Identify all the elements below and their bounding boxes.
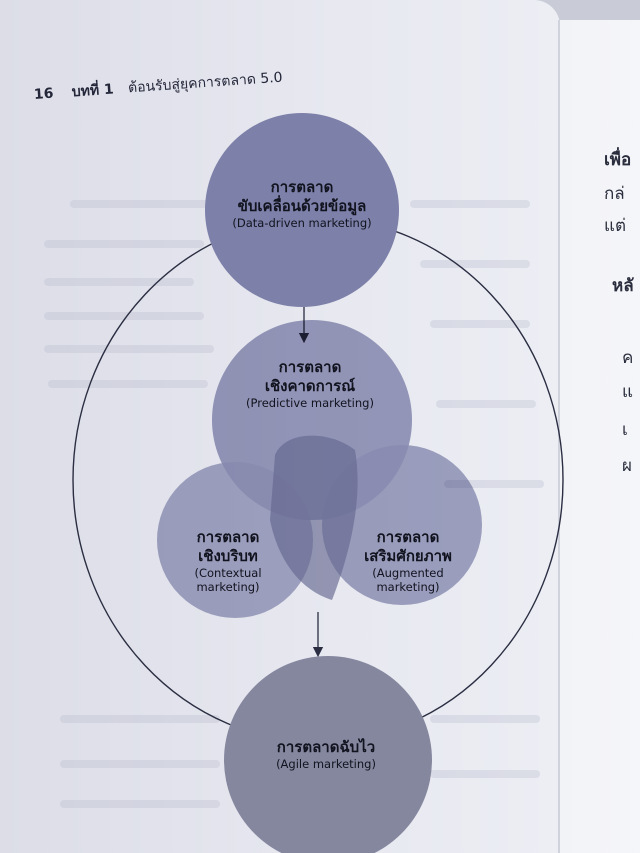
contextual-en1: (Contextual [194,565,262,580]
right-fragment: ค [622,348,634,368]
predictive-en: (Predictive marketing) [246,395,374,410]
augmented-th: การตลาด [376,528,440,546]
augmented-en1: (Augmented [372,565,444,580]
data-driven-th: การตลาด [270,178,334,196]
predictive-th: การตลาด [278,358,342,376]
label-predictive [246,358,374,410]
data-driven-th2: ขับเคลื่อนด้วยข้อมูล [237,196,367,215]
label-data-driven [232,178,371,230]
chapter-label: บทที่ 1 [71,81,115,101]
chapter-title: ต้อนรับสู่ยุคการตลาด 5.0 [127,69,284,97]
agile-th: การตลาดฉับไว [276,738,376,756]
right-fragment: หลั [612,276,634,296]
agile-en: (Agile marketing) [276,756,376,771]
data-driven-en: (Data-driven marketing) [232,215,372,230]
right-fragment: แต่ [604,216,626,236]
right-fragment: เ [622,420,628,440]
augmented-th2: เสริมศักยภาพ [364,546,452,565]
right-fragment: ผ [622,456,632,476]
right-fragment: แ [622,382,633,402]
contextual-th: การตลาด [196,528,260,546]
right-fragment: เพื่อ [604,150,632,170]
label-augmented [364,528,452,594]
contextual-th2: เชิงบริบท [198,546,258,565]
label-contextual [194,528,261,594]
augmented-en2: marketing) [376,579,440,594]
label-agile [276,738,376,771]
right-fragment: กล่ [604,184,625,204]
page-number: 16 [33,85,54,103]
predictive-th2: เชิงคาดการณ์ [264,376,356,395]
contextual-en2: marketing) [196,579,260,594]
